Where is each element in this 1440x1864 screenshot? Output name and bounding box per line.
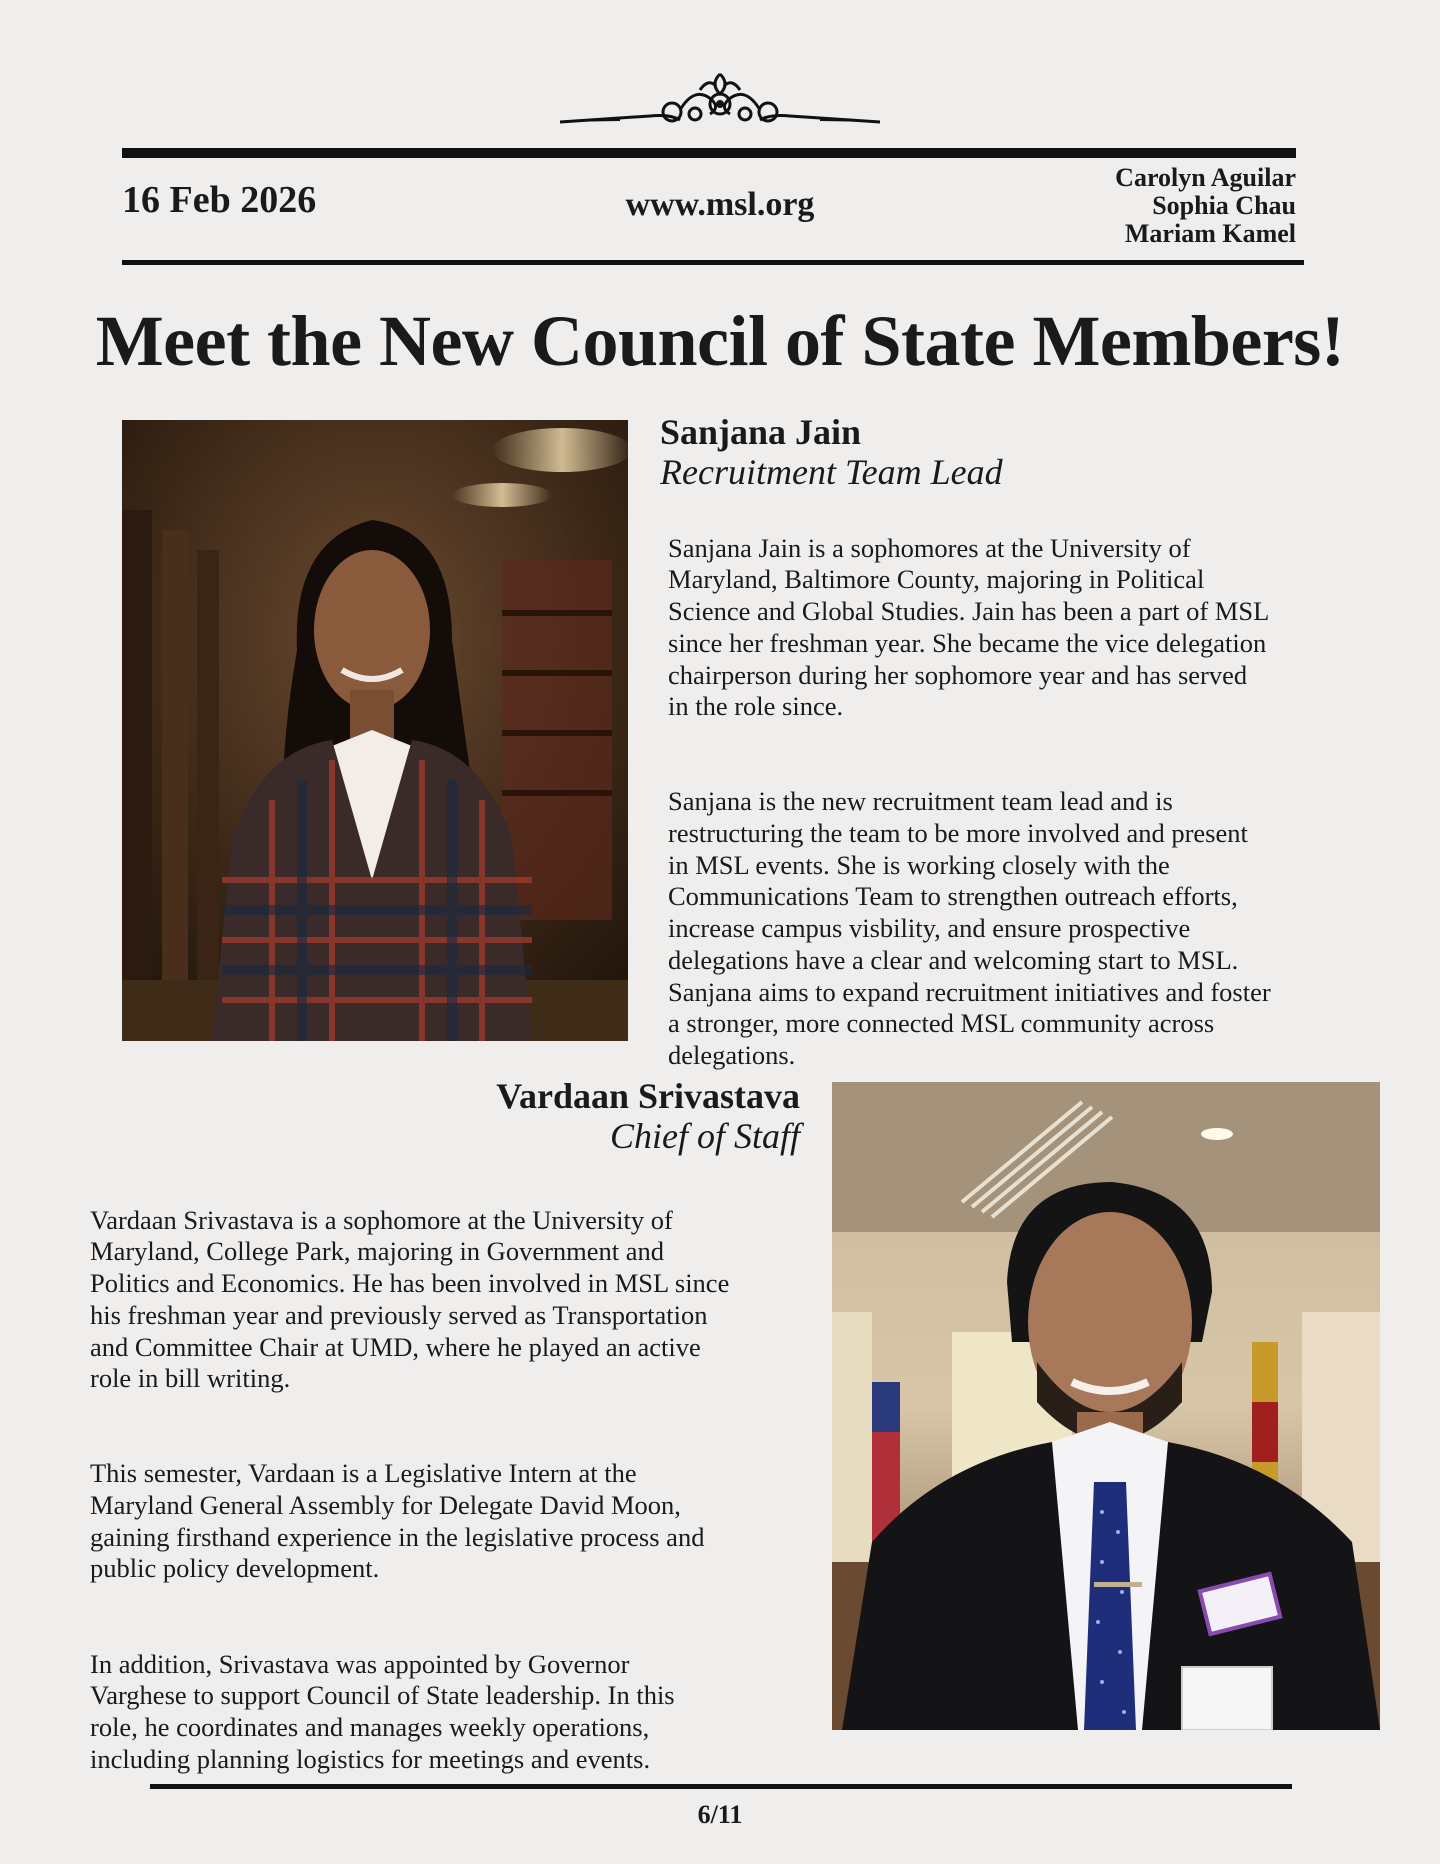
author-name: Carolyn Aguilar: [1115, 163, 1296, 192]
bio-paragraph: Vardaan Srivastava is a sophomore at the University of Maryland, College Park, majoring in Government and Politics and Economics. He has been involved in MSL since his freshman year and previously served as Transportation and Committee Chair at UMD, where he played an active role in bill writing.: [90, 1204, 730, 1394]
profile-bio-vardaan-srivastava: [90, 1173, 820, 1807]
bio-paragraph: Sanjana Jain is a sophomores at the University of Maryland, Baltimore County, majoring in Political Science and Global Studies. Jain has been a part of MSL since her freshman year. She became the vice delegation chairperson during her sophomore year and has served in the role since.: [668, 532, 1270, 722]
profile-header-vardaan-srivastava: [340, 1076, 800, 1156]
top-rule: [122, 148, 1296, 158]
issue-date: 16 Feb 2026: [122, 179, 317, 221]
profile-bio-sanjana-jain: [668, 501, 1388, 1103]
profile-header-sanjana-jain: [660, 412, 1003, 492]
profile-name: Vardaan Srivastava: [496, 1076, 800, 1116]
website-url[interactable]: www.msl.org: [625, 186, 815, 223]
bio-paragraph: This semester, Vardaan is a Legislative Intern at the Maryland General Assembly for Delegate David Moon, gaining firsthand experience in the legislative process and public policy development.: [90, 1458, 705, 1584]
page-title: Meet the New Council of State Members!: [95, 301, 1345, 381]
author-list: [1115, 164, 1296, 248]
header-rule: [122, 260, 1304, 265]
footer-rule: [150, 1784, 1292, 1789]
page-number: 6/11: [697, 1800, 743, 1829]
portrait-photo-vardaan-srivastava: [832, 1082, 1380, 1730]
profile-role: Chief of Staff: [609, 1116, 800, 1156]
portrait-photo-sanjana-jain: [122, 420, 628, 1041]
author-name: Mariam Kamel: [1124, 219, 1296, 248]
profile-name: Sanjana Jain: [660, 412, 862, 452]
bio-paragraph: Sanjana is the new recruitment team lead and is restructuring the team to be more involved and present in MSL events. She is working closely with the Communications Team to strengthen outreach efforts, increase campus visbility, and ensure prospective delegations have a clear and welcoming start to MSL. Sanjana aims to expand recruitment initiatives and foster a stronger, more connected MSL community across delegations.: [668, 786, 1271, 1070]
ornament-flourish-icon: [560, 70, 880, 130]
bio-paragraph: In addition, Srivastava was appointed by Governor Varghese to support Council of State leadership. In this role, he coordinates and manages weekly operations, including planning logistics for meetings and events.: [90, 1648, 675, 1774]
profile-role: Recruitment Team Lead: [660, 452, 1003, 492]
author-name: Sophia Chau: [1152, 191, 1296, 220]
